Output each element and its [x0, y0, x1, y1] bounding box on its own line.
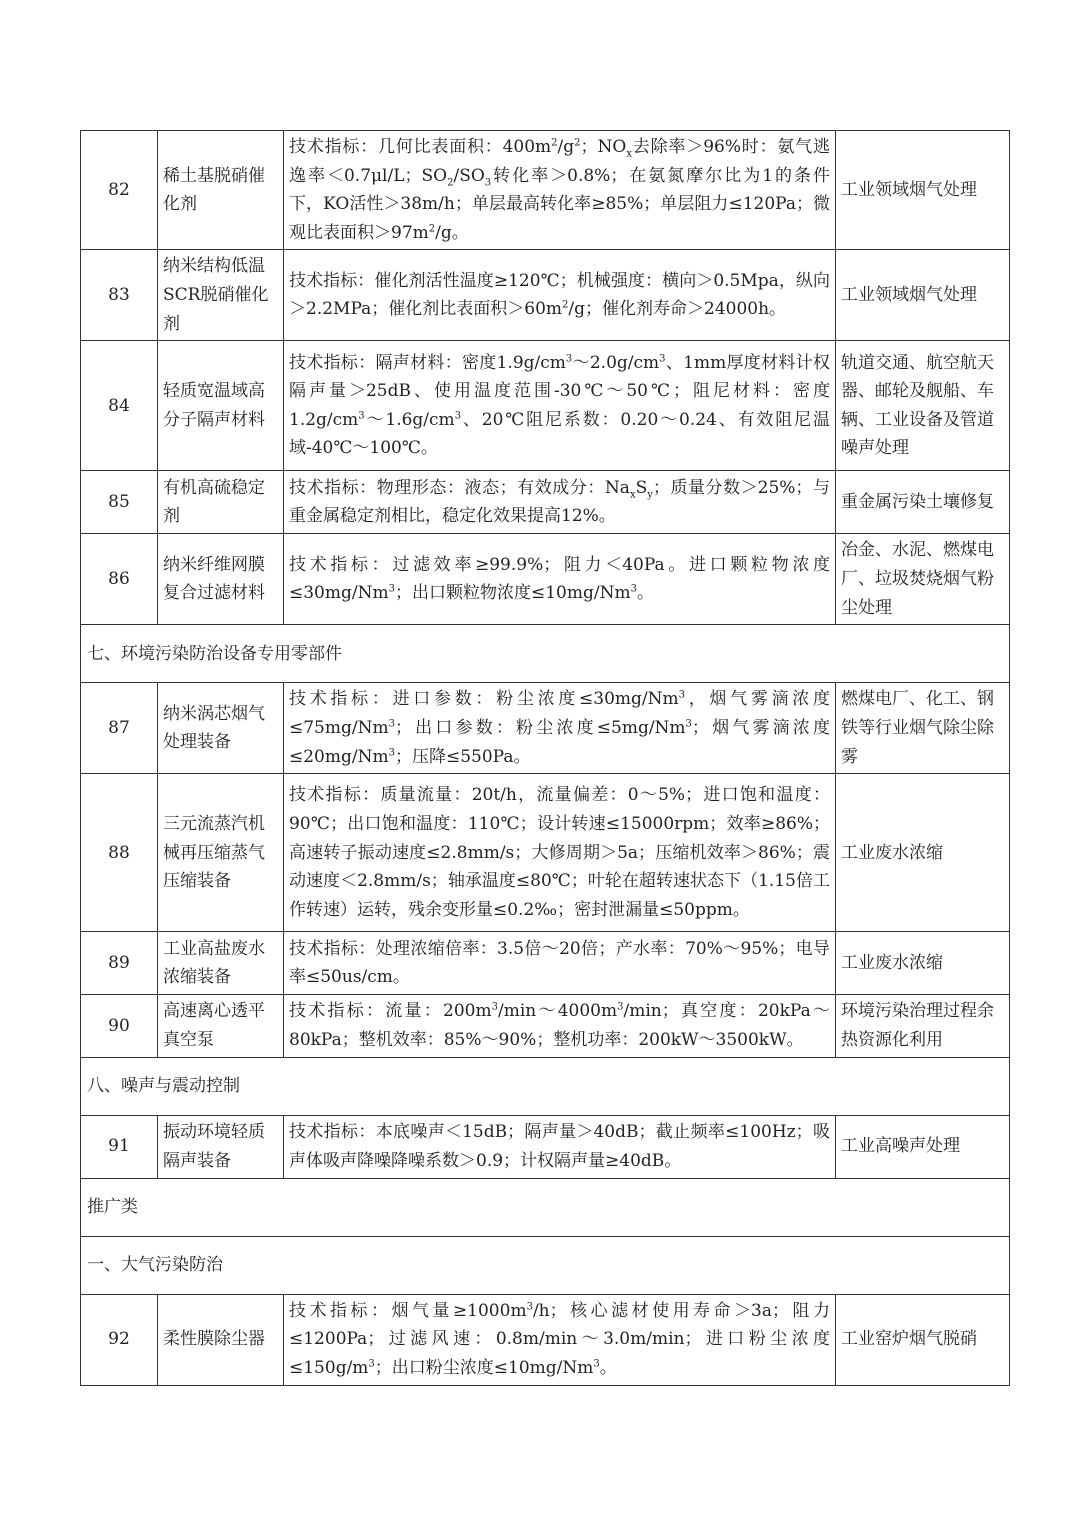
item-application: 工业领域烟气处理	[836, 250, 1010, 341]
item-application: 燃煤电厂、化工、钢铁等行业烟气除尘除雾	[836, 683, 1010, 774]
item-name: 纳米结构低温SCR脱硝催化剂	[158, 250, 284, 341]
section-label: 推广类	[81, 1178, 1010, 1236]
table-row	[81, 1115, 1010, 1178]
item-number: 84	[81, 341, 158, 471]
item-name: 振动环境轻质隔声装备	[158, 1115, 284, 1178]
item-spec: 技术指标：进口参数：粉尘浓度$\le 30mg/Nm^3$，烟气雾滴浓度$\le 75mg/Nm^3$；出口参数：粉尘浓度$\le 5mg/Nm^3$；烟气雾滴浓度$\le 20mg/Nm^3$；压降≤550Pa。	[284, 683, 836, 774]
item-number: 86	[81, 534, 158, 625]
item-name: 稀土基脱硝催化剂	[158, 131, 284, 250]
table-row	[81, 250, 1010, 341]
table-row	[81, 995, 1010, 1057]
section-label: 七、环境污染防治设备专用零部件	[81, 625, 1010, 683]
item-number: 89	[81, 932, 158, 995]
item-application: 工业废水浓缩	[836, 774, 1010, 932]
item-number: 85	[81, 471, 158, 534]
item-name: 三元流蒸汽机械再压缩蒸气压缩装备	[158, 774, 284, 932]
technology-table	[80, 130, 1010, 1386]
item-application: 工业废水浓缩	[836, 932, 1010, 995]
table-row	[81, 534, 1010, 625]
item-spec: 技术指标：流量：$200m^3/\min\sim 4000m^3/\min$；真空度：20kPa～80kPa；整机效率：85%～90%；整机功率：200kW～3500kW。	[284, 995, 836, 1057]
item-spec: 技术指标：过滤效率≥99.9%；阻力＜40Pa。进口颗粒物浓度$\le 30mg/Nm^3$；出口颗粒物浓度$\le 10mg/Nm^3$。	[284, 534, 836, 625]
table-row	[81, 131, 1010, 250]
table-row	[81, 683, 1010, 774]
item-application: 工业窑炉烟气脱硝	[836, 1294, 1010, 1385]
section-row	[81, 1057, 1010, 1115]
section-row	[81, 1178, 1010, 1236]
item-number: 90	[81, 995, 158, 1057]
item-number: 83	[81, 250, 158, 341]
item-spec: 技术指标：几何比表面积：$400m^2/g^2$；$NO_x$去除率＞96%时：氨气逃逸率＜0.7μl/L；$SO_2/SO_3$转化率＞0.8%；在氨氮摩尔比为1的条件下，KO活性＞38m/h；单层最高转化率≥85%；单层阻力≤120Pa；微观比表面积$>97m^2/g$。	[284, 131, 836, 250]
item-spec: 技术指标：物理形态：液态；有效成分：$Na_xS_y$；质量分数＞25%；与重金属稳定剂相比，稳定化效果提高12%。	[284, 471, 836, 534]
section-label: 一、大气污染防治	[81, 1236, 1010, 1294]
item-name: 有机高硫稳定剂	[158, 471, 284, 534]
item-application: 冶金、水泥、燃煤电厂、垃圾焚烧烟气粉尘处理	[836, 534, 1010, 625]
item-number: 91	[81, 1115, 158, 1178]
item-name: 工业高盐废水浓缩装备	[158, 932, 284, 995]
table-row	[81, 1294, 1010, 1385]
item-name: 柔性膜除尘器	[158, 1294, 284, 1385]
item-name: 轻质宽温域高分子隔声材料	[158, 341, 284, 471]
item-number: 88	[81, 774, 158, 932]
item-name: 纳米纤维网膜复合过滤材料	[158, 534, 284, 625]
item-spec: 技术指标：本底噪声＜15dB；隔声量＞40dB；截止频率≤100Hz；吸声体吸声降噪降噪系数＞0.9；计权隔声量≥40dB。	[284, 1115, 836, 1178]
item-number: 92	[81, 1294, 158, 1385]
table-body	[81, 131, 1010, 1386]
item-number: 87	[81, 683, 158, 774]
item-spec: 技术指标：处理浓缩倍率：3.5倍～20倍；产水率：70%～95%；电导率≤50us/cm。	[284, 932, 836, 995]
table-row	[81, 471, 1010, 534]
item-application: 环境污染治理过程余热资源化利用	[836, 995, 1010, 1057]
item-spec: 技术指标：烟气量$\ge 1000m^3/h$；核心滤材使用寿命＞3a；阻力≤1200Pa；过滤风速：0.8m/min～3.0m/min；进口粉尘浓度$\le 150g/m^3$；出口粉尘浓度$\le 10mg/Nm^3$。	[284, 1294, 836, 1385]
item-application: 轨道交通、航空航天器、邮轮及舰船、车辆、工业设备及管道噪声处理	[836, 341, 1010, 471]
table-row	[81, 774, 1010, 932]
item-spec: 技术指标：质量流量：20t/h，流量偏差：0～5%；进口饱和温度：90℃；出口饱和温度：110℃；设计转速≤15000rpm；效率≥86%；高速转子振动速度≤2.8mm/s；大修周期＞5a；压缩机效率＞86%；震动速度＜2.8mm/s；轴承温度≤80℃；叶轮在超转速状态下（1.15倍工作转速）运转，残余变形量≤0.2‰；密封泄漏量≤50ppm。	[284, 774, 836, 932]
item-spec: 技术指标：催化剂活性温度≥120℃；机械强度：横向＞0.5Mpa，纵向＞2.2MPa；催化剂比表面积$>60m^2/g$；催化剂寿命＞24000h。	[284, 250, 836, 341]
section-row	[81, 625, 1010, 683]
item-application: 工业高噪声处理	[836, 1115, 1010, 1178]
item-spec: 技术指标：隔声材料：密度$1.9g/cm^3\sim 2.0g/cm^3$、1mm厚度材料计权隔声量＞25dB、使用温度范围-30℃～50℃；阻尼材料：密度$1.2g/cm^3\sim 1.6g/cm^3$、20℃阻尼系数：0.20～0.24、有效阻尼温域-40℃～100℃。	[284, 341, 836, 471]
item-name: 纳米涡芯烟气处理装备	[158, 683, 284, 774]
section-row	[81, 1236, 1010, 1294]
item-number: 82	[81, 131, 158, 250]
table-row	[81, 341, 1010, 471]
item-name: 高速离心透平真空泵	[158, 995, 284, 1057]
section-label: 八、噪声与震动控制	[81, 1057, 1010, 1115]
item-application: 重金属污染土壤修复	[836, 471, 1010, 534]
table-row	[81, 932, 1010, 995]
item-application: 工业领域烟气处理	[836, 131, 1010, 250]
